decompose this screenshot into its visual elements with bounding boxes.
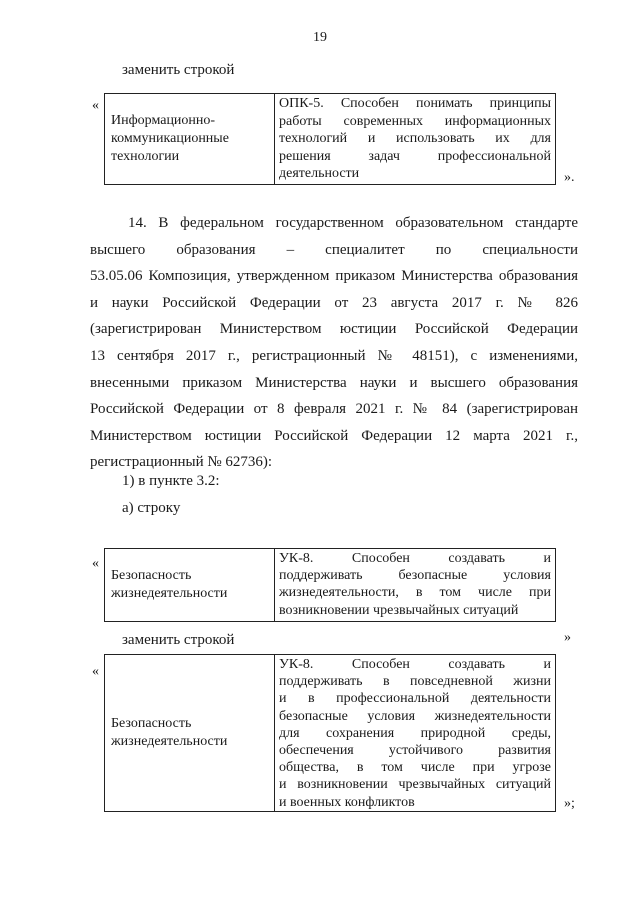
competency-line: для сохранения природной среды, bbox=[279, 725, 551, 741]
close-quote: » bbox=[564, 630, 571, 645]
competency-line: и в профессиональной деятельности bbox=[279, 691, 551, 707]
paragraph-line: 53.05.06 Композиция, утвержденном приказом Министерства образования bbox=[90, 268, 578, 285]
competency-line: ОПК-5. Способен понимать принципы bbox=[279, 96, 551, 111]
paragraph-14 bbox=[90, 210, 578, 476]
close-quote: »; bbox=[564, 796, 575, 811]
competency-line: поддерживать безопасные условия bbox=[279, 568, 551, 584]
table-cell-category bbox=[105, 655, 275, 811]
open-quote: « bbox=[92, 98, 99, 113]
paragraph-line: внесенными приказом Министерства науки и высшего образования bbox=[90, 374, 578, 391]
competency-line: и военных конфликтов bbox=[279, 794, 415, 810]
paragraph-line: 14. В федеральном государственном образовательном стандарте bbox=[128, 215, 578, 231]
category-line: жизнедеятельности bbox=[111, 586, 228, 601]
category-line: жизнедеятельности bbox=[111, 734, 228, 749]
table-cell-category bbox=[105, 549, 275, 621]
replace-label: заменить строкой bbox=[122, 62, 235, 78]
paragraph-line: (зарегистрирован Министерством юстиции Российской Федерации bbox=[90, 321, 578, 338]
competency-line: УК-8. Способен создавать и bbox=[279, 657, 551, 672]
category-line: Информационно- bbox=[111, 113, 216, 128]
close-quote: ». bbox=[564, 170, 575, 185]
open-quote: « bbox=[92, 664, 99, 679]
competency-table-1 bbox=[104, 93, 556, 185]
replace-label: заменить строкой bbox=[122, 632, 235, 648]
paragraph-line: 13 сентября 2017 г., регистрационный № 48151), с изменениями, bbox=[90, 347, 578, 364]
competency-line: жизнедеятельности, в том числе при bbox=[279, 585, 551, 601]
competency-line: работы современных информационных bbox=[279, 113, 551, 129]
competency-line: поддерживать в повседневной жизни bbox=[279, 674, 551, 690]
category-line: Безопасность bbox=[111, 568, 192, 583]
paragraph-line: Министерством юстиции Российской Федерации 12 марта 2021 г., bbox=[90, 427, 578, 444]
paragraph-line: регистрационный № 62736): bbox=[90, 454, 273, 471]
item-1: 1) в пункте 3.2: bbox=[122, 473, 220, 489]
open-quote: « bbox=[92, 556, 99, 571]
competency-table-2 bbox=[104, 548, 556, 622]
competency-line: деятельности bbox=[279, 166, 360, 182]
page-number: 19 bbox=[313, 30, 327, 45]
table-cell-competency bbox=[275, 549, 555, 621]
table-cell-category bbox=[105, 94, 275, 184]
item-a: а) строку bbox=[122, 500, 181, 516]
paragraph-line: и науки Российской Федерации от 23 августа 2017 г. № 826 bbox=[90, 294, 578, 311]
paragraph-line: высшего образования – специалитет по специальности bbox=[90, 241, 578, 258]
paragraph-line: Российской Федерации от 8 февраля 2021 г. № 84 (зарегистрирован bbox=[90, 401, 578, 418]
competency-line: общества, в том числе при угрозе bbox=[279, 760, 551, 776]
competency-line: УК-8. Способен создавать и bbox=[279, 551, 551, 566]
category-line: технологии bbox=[111, 149, 180, 164]
competency-line: решения задач профессиональной bbox=[279, 148, 551, 164]
competency-line: технологий и использовать их для bbox=[279, 131, 551, 147]
category-line: коммуникационные bbox=[111, 131, 229, 146]
competency-line: и возникновении чрезвычайных ситуаций bbox=[279, 777, 551, 793]
category-line: Безопасность bbox=[111, 716, 192, 731]
table-cell-competency bbox=[275, 655, 555, 811]
table-cell-competency bbox=[275, 94, 555, 184]
competency-line: возникновении чрезвычайных ситуаций bbox=[279, 602, 519, 618]
competency-line: обеспечения устойчивого развития bbox=[279, 743, 551, 759]
competency-line: безопасные условия жизнедеятельности bbox=[279, 708, 551, 724]
competency-table-3 bbox=[104, 654, 556, 812]
